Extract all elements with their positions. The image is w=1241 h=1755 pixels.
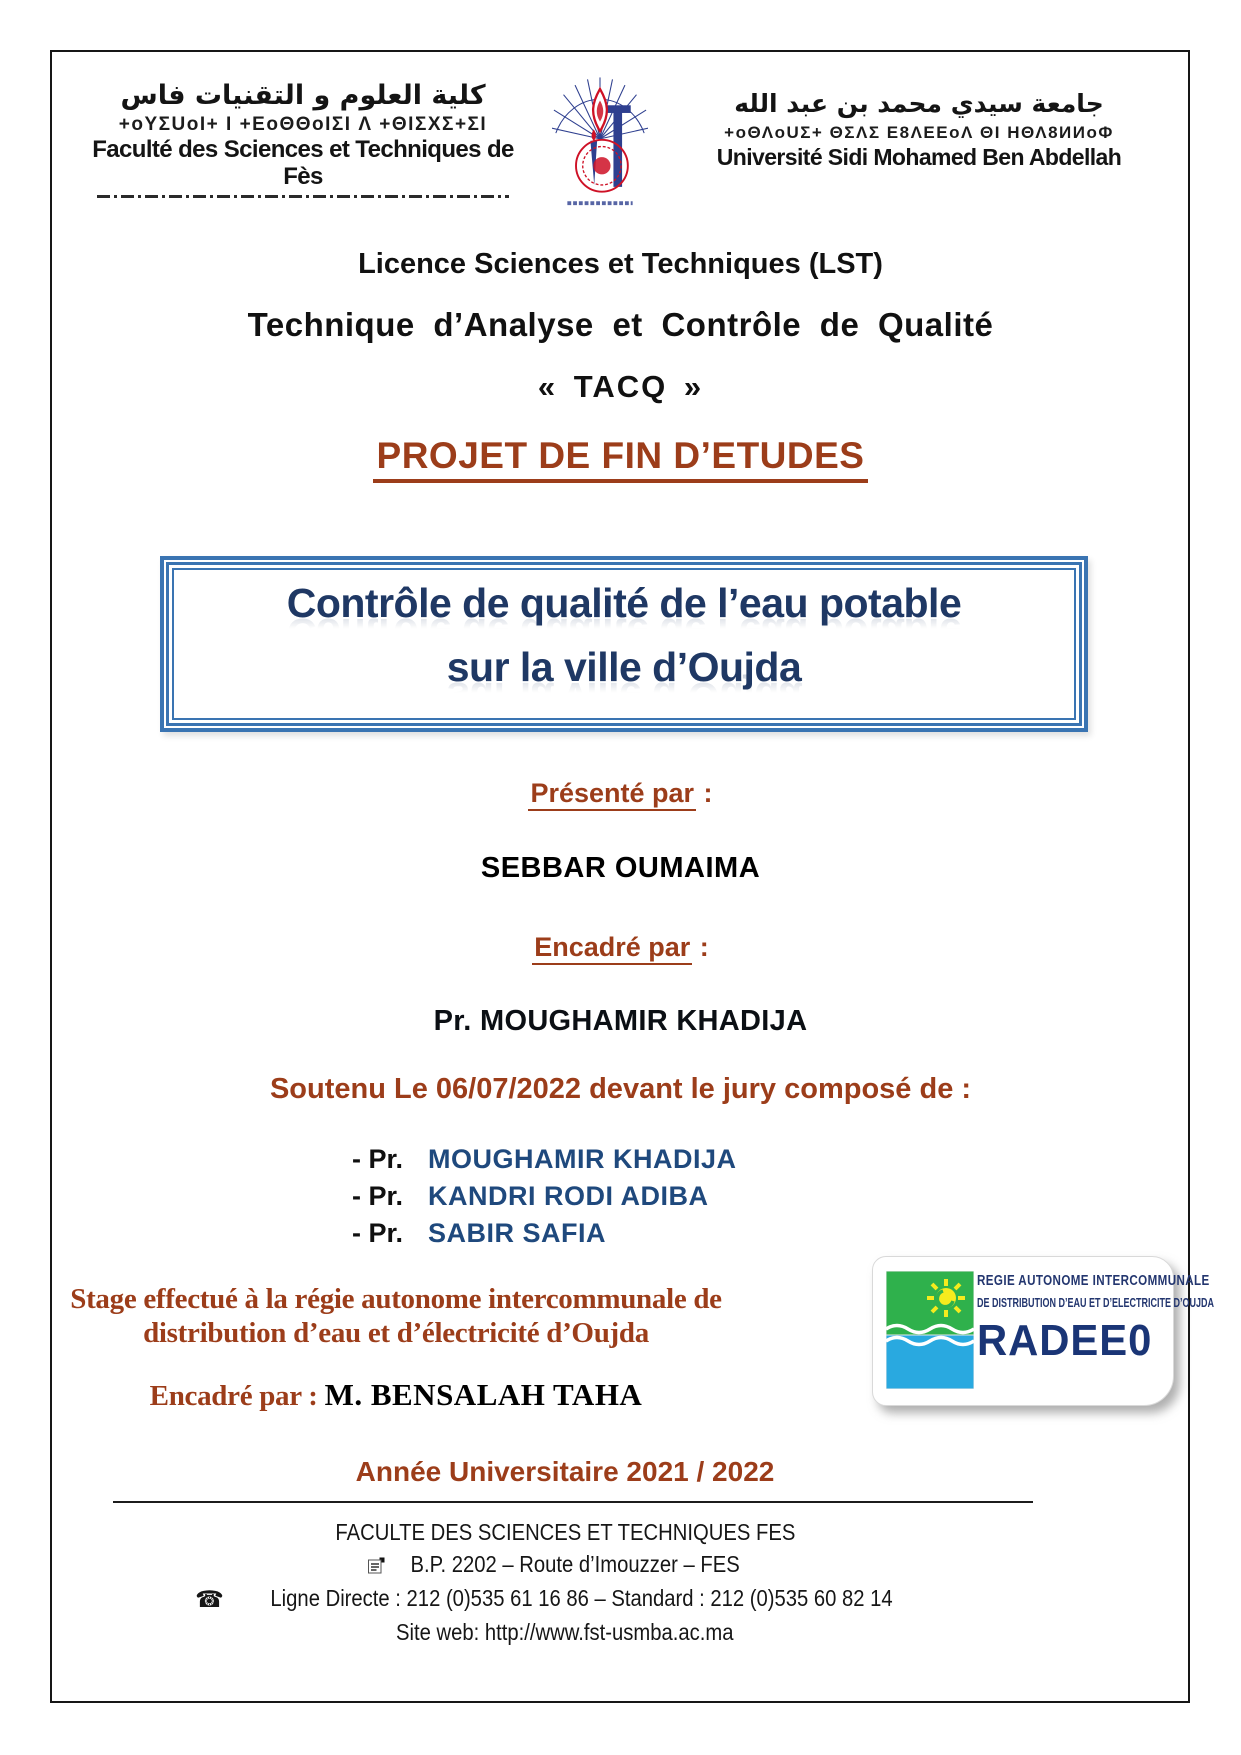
university-name-french: Université Sidi Mohamed Ben Abdellah [716, 144, 1122, 170]
jury-list [352, 1141, 737, 1252]
university-name-arabic: جامعة سيدي محمد بن عبد الله [734, 89, 1104, 118]
faculty-name-tifinagh: +oYΣUoI+ I +ΕoΘΘoIΣI Λ +ΘIΣXΣ+ΣI [118, 114, 488, 135]
specialty-line: Technique d’Analyse et Contrôle de Qualité [247, 306, 994, 343]
student-name: SEBBAR OUMAIMA [480, 852, 761, 884]
degree-line: Licence Sciences et Techniques (LST) [358, 248, 883, 280]
report-title-line2: sur la ville d’Oujda [446, 644, 802, 690]
academic-year-line: Année Universitaire 2021 / 2022 [355, 1456, 775, 1487]
specialty-acronym: « TACQ » [537, 369, 704, 404]
university-header-block [652, 88, 1186, 171]
faculty-name-arabic: كلية العلوم و التقنيات فاس [120, 80, 486, 111]
university-name-tifinagh: +oΘΛoUΣ+ ΘΣΛΣ Ε8ΛΕΕoΛ ΘΙ ΗΘΛ8ИИoΦ [724, 123, 1114, 142]
internship-supervisor-name: M. BENSALAH TAHA [324, 1377, 643, 1412]
report-type-heading [0, 435, 1241, 483]
footer-faculty-text: FACULTE DES SCIENCES ET TECHNIQUES FES [334, 1519, 795, 1545]
jury-member-name: KANDRI RODI ADIBA [428, 1181, 709, 1211]
footer-phone-line [0, 1584, 1130, 1614]
presented-by-colon: : [696, 778, 713, 808]
envelope-icon [367, 1552, 385, 1580]
footer-website-text: Site web: http://www.fst-usmba.ac.ma [396, 1619, 734, 1645]
report-title-line1: Contrôle de qualité de l’eau potable [286, 580, 962, 626]
jury-member-name: MOUGHAMIR KHADIJA [428, 1144, 737, 1174]
internship-supervisor-label: Encadré par : [149, 1380, 325, 1412]
title-box-mid-border [166, 562, 1082, 726]
dash-dot-separator [97, 195, 509, 198]
internship-line1: Stage effectué à la régie autonome intercommunale de [70, 1283, 722, 1315]
faculty-header-block [72, 80, 534, 198]
presented-by-text: Présenté par [528, 778, 696, 811]
jury-member-name: SABIR SAFIA [428, 1218, 607, 1248]
jury-prefix: - Pr. [352, 1181, 404, 1211]
title-box [160, 556, 1088, 732]
footer-faculty-line [0, 1518, 1130, 1546]
footer-website-line [0, 1618, 1130, 1646]
university-emblem-logo [552, 64, 648, 208]
title-box-inner-border [172, 568, 1076, 720]
footer-divider-line [113, 1501, 1033, 1503]
radeeo-emblem-icon [886, 1271, 974, 1394]
jury-row [352, 1141, 737, 1178]
internship-supervisor-line [66, 1378, 726, 1413]
footer-address-text: B.P. 2202 – Route d’Imouzzer – FES [410, 1551, 741, 1577]
internship-line2: distribution d’eau et d’électricité d’Oujda [143, 1317, 649, 1349]
footer-block [0, 1514, 1130, 1646]
supervised-by-text: Encadré par [532, 932, 692, 965]
presented-by-label [0, 778, 1241, 809]
academic-supervisor-name: Pr. MOUGHAMIR KHADIJA [433, 1005, 808, 1037]
radeeo-name: RADEE0 [977, 1316, 1153, 1365]
footer-phone-text: Ligne Directe : 212 (0)535 61 16 86 – Standard : 212 (0)535 60 82 14 [270, 1585, 893, 1611]
jury-row [352, 1215, 737, 1252]
radeeo-line1: REGIE AUTONOME INTERCOMMUNALE [977, 1273, 1210, 1289]
jury-prefix: - Pr. [352, 1144, 404, 1174]
jury-row [352, 1178, 737, 1215]
supervised-by-colon: : [692, 932, 709, 962]
defense-date-line: Soutenu Le 06/07/2022 devant le jury composé de : [269, 1073, 972, 1105]
radeeo-logo-card [872, 1256, 1215, 1406]
radeeo-line2: DE DISTRIBUTION D’EAU ET D’ELECTRICITE D’OUJDA [977, 1296, 1215, 1310]
internship-block [66, 1282, 726, 1413]
radeeo-text-block [977, 1273, 1215, 1365]
jury-prefix: - Pr. [352, 1218, 404, 1248]
supervised-by-label [0, 932, 1241, 963]
footer-address-line [0, 1550, 1130, 1580]
telephone-icon: ☎ [195, 1587, 224, 1613]
faculty-name-french: Faculté des Sciences et Techniques de Fès [92, 136, 514, 190]
report-type-text: PROJET DE FIN D’ETUDES [373, 435, 869, 483]
university-emblem-icon [552, 64, 648, 208]
